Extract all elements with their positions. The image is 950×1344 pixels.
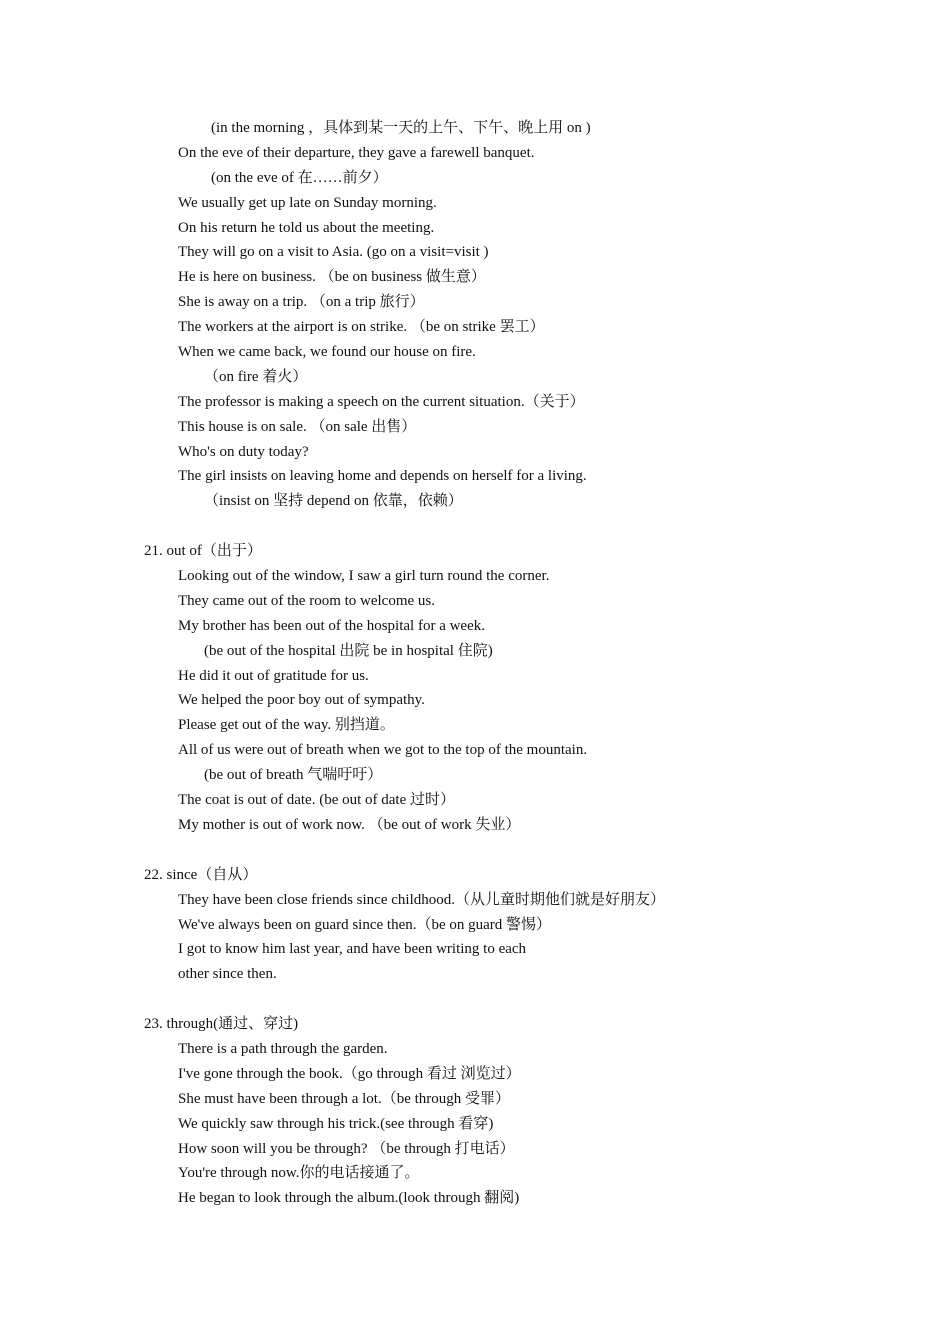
- note-line: （on fire 着火）: [204, 368, 308, 385]
- example-line: This house is on sale. （on sale 出售）: [178, 418, 417, 435]
- example-line: I got to know him last year, and have been writing to each: [178, 941, 527, 958]
- note-line: (be out of breath 气喘吁吁）: [204, 767, 383, 784]
- spacer: [0, 514, 950, 539]
- example-line: Who's on duty today?: [178, 443, 309, 460]
- spacer: [0, 838, 950, 863]
- example-line: He began to look through the album.(look through 翻阅): [178, 1190, 520, 1207]
- example-line: We quickly saw through his trick.(see through 看穿): [178, 1115, 494, 1132]
- example-line: There is a path through the garden.: [178, 1040, 388, 1057]
- example-line: I've gone through the book.（go through 看过 浏览过）: [178, 1065, 521, 1082]
- example-line: She must have been through a lot.（be through 受罪）: [178, 1090, 511, 1107]
- example-line: My mother is out of work now. （be out of work 失业）: [178, 816, 521, 833]
- note-line: (on the eve of 在……前夕）: [211, 169, 388, 186]
- spacer: [0, 987, 950, 1012]
- example-line: They will go on a visit to Asia. (go on a visit=visit ): [178, 244, 489, 261]
- example-line: All of us were out of breath when we got to the top of the mountain.: [178, 742, 588, 759]
- example-line: He is here on business. （be on business 做生意）: [178, 269, 486, 286]
- section-on-examples: [0, 116, 950, 514]
- example-line: She is away on a trip. （on a trip 旅行）: [178, 294, 425, 311]
- example-line: The girl insists on leaving home and depends on herself for a living.: [178, 468, 587, 485]
- note-line: (be out of the hospital 出院 be in hospital 住院): [204, 642, 493, 659]
- document-page: [0, 116, 950, 1211]
- example-line: Please get out of the way. 别挡道。: [178, 717, 395, 734]
- example-line: You're through now.你的电话接通了。: [178, 1165, 420, 1182]
- example-line: The professor is making a speech on the current situation.（关于）: [178, 393, 585, 410]
- example-line: They have been close friends since childhood.（从儿童时期他们就是好朋友）: [178, 891, 665, 908]
- section-22-since: [0, 863, 950, 987]
- note-line: (in the morning ，具体到某一天的上午、下午、晚上用 on ): [211, 120, 591, 136]
- example-line: He did it out of gratitude for us.: [178, 667, 369, 684]
- section-heading: 22. since（自从）: [144, 866, 258, 883]
- example-line: They came out of the room to welcome us.: [178, 592, 436, 609]
- section-23-through: [0, 1012, 950, 1211]
- example-line: We've always been on guard since then.（be on guard 警惕）: [178, 916, 552, 933]
- example-line: Looking out of the window, I saw a girl turn round the corner.: [178, 568, 550, 585]
- example-line: How soon will you be through? （be through 打电话）: [178, 1140, 515, 1157]
- example-line: On the eve of their departure, they gave a farewell banquet.: [178, 144, 535, 161]
- example-line: We usually get up late on Sunday morning.: [178, 194, 437, 211]
- example-line: We helped the poor boy out of sympathy.: [178, 692, 425, 709]
- section-heading: 21. out of（出于）: [144, 543, 262, 560]
- example-line: The workers at the airport is on strike. （be on strike 罢工）: [178, 319, 545, 336]
- section-21-out-of: [0, 539, 950, 838]
- example-line: My brother has been out of the hospital for a week.: [178, 617, 485, 634]
- example-line: When we came back, we found our house on fire.: [178, 344, 476, 361]
- example-line: The coat is out of date. (be out of date 过时）: [178, 792, 456, 809]
- example-line: other since then.: [178, 966, 277, 983]
- example-line: On his return he told us about the meeting.: [178, 219, 435, 236]
- section-heading: 23. through(通过、穿过): [144, 1016, 299, 1033]
- note-line: （insist on 坚持 depend on 依靠，依赖）: [204, 493, 463, 510]
